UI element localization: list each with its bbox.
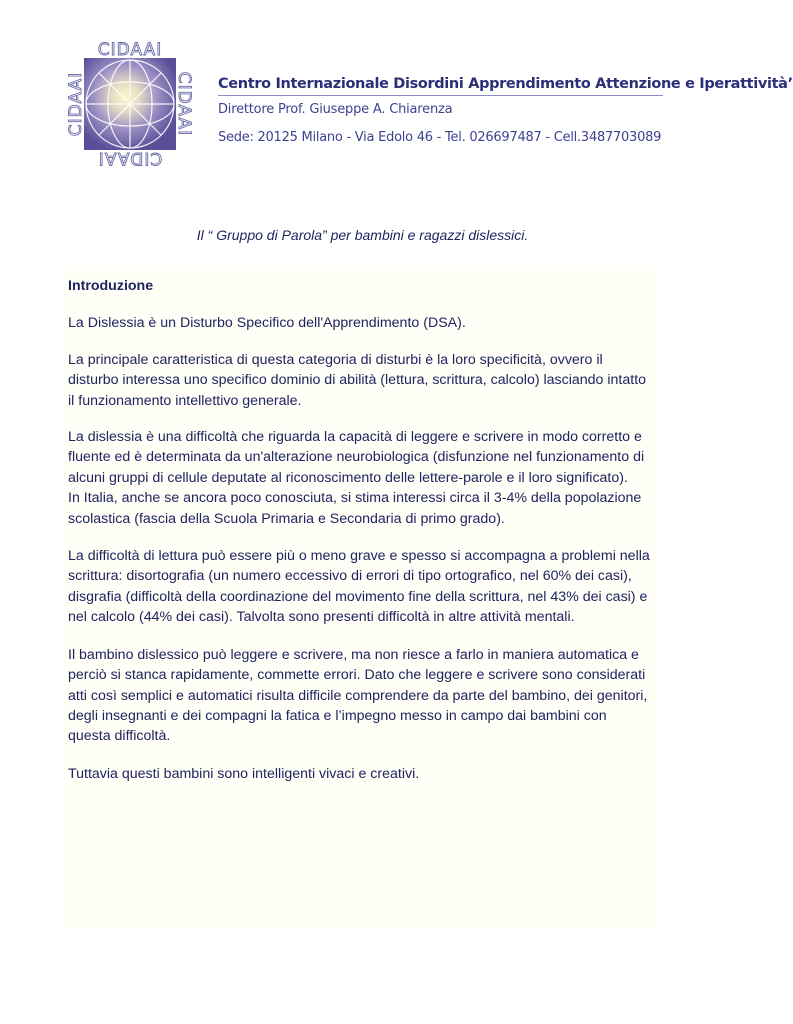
paragraph: La principale caratteristica di questa categoria di disturbi è la loro specificità, ovvero il disturbo interessa uno specifico dominio di abilità (lettura, scrittura, calcolo) lasciando intatto il funzionamento intellettivo generale. — [68, 351, 647, 409]
svg-text:CIDAAI: CIDAAI — [97, 40, 163, 60]
letterhead — [218, 76, 793, 145]
contact-line: Sede: 20125 Milano - Via Edolo 46 - Tel. 026697487 - Cell.3487703089 — [218, 130, 662, 145]
paragraph: La dislessia è una difficoltà che riguarda la capacità di leggere e scrivere in modo corretto e fluente ed è determinata da un'alterazione neurobiologica (disfunzione nel funzionamento di alcuni gruppi di cellule deputate al riconoscimento delle lettere-parole e il loro significato). — [68, 429, 645, 486]
section-heading: Introduzione — [68, 278, 154, 294]
paragraph: La Dislessia è un Disturbo Specifico dell'Apprendimento (DSA). — [68, 315, 466, 332]
organization-name: Centro Internazionale Disordini Apprendimento Attenzione e Iperattività’ — [218, 76, 663, 96]
document-body — [64, 266, 656, 928]
document-title: Il “ Gruppo di Parola” per bambini e ragazzi dislessici. — [196, 227, 529, 243]
paragraph: La difficoltà di lettura può essere più o meno grave e spesso si accompagna a problemi nella scrittura: disortografia (un numero eccessivo di errori di tipo ortografico, nel 60% dei casi), disgrafia (difficoltà della coordinazione del movimento fine della scrittura, nel 43% dei casi) e nel calcolo (44% dei casi). Talvolta sono presenti difficoltà in altre attività mentali. — [68, 548, 650, 626]
svg-text:CIDAAI: CIDAAI — [97, 148, 163, 168]
svg-text:CIDAAI: CIDAAI — [174, 71, 194, 137]
director-line: Direttore Prof. Giuseppe A. Chiarenza — [218, 102, 453, 117]
paragraph: In Italia, anche se ancora poco conosciuta, si stima interessi circa il 3-4% della popolazione scolastica (fascia della Scuola Primaria e Secondaria di primo grado). — [68, 490, 642, 527]
globe-logo-icon — [66, 40, 194, 168]
cidaai-logo — [66, 40, 194, 168]
svg-text:CIDAAI: CIDAAI — [66, 71, 86, 137]
paragraph: Tuttavia questi bambini sono intelligenti vivaci e creativi. — [68, 765, 420, 782]
paragraph: Il bambino dislessico può leggere e scrivere, ma non riesce a farlo in maniera automatica e perciò si stanca rapidamente, commette errori. Dato che leggere e scrivere sono considerati atti così semplici e automatici risulta difficile comprendere da parte del bambino, dei genitori, degli insegnanti e dei compagni la fatica e l’impegno messo in campo dai bambini con questa difficoltà. — [68, 646, 648, 745]
